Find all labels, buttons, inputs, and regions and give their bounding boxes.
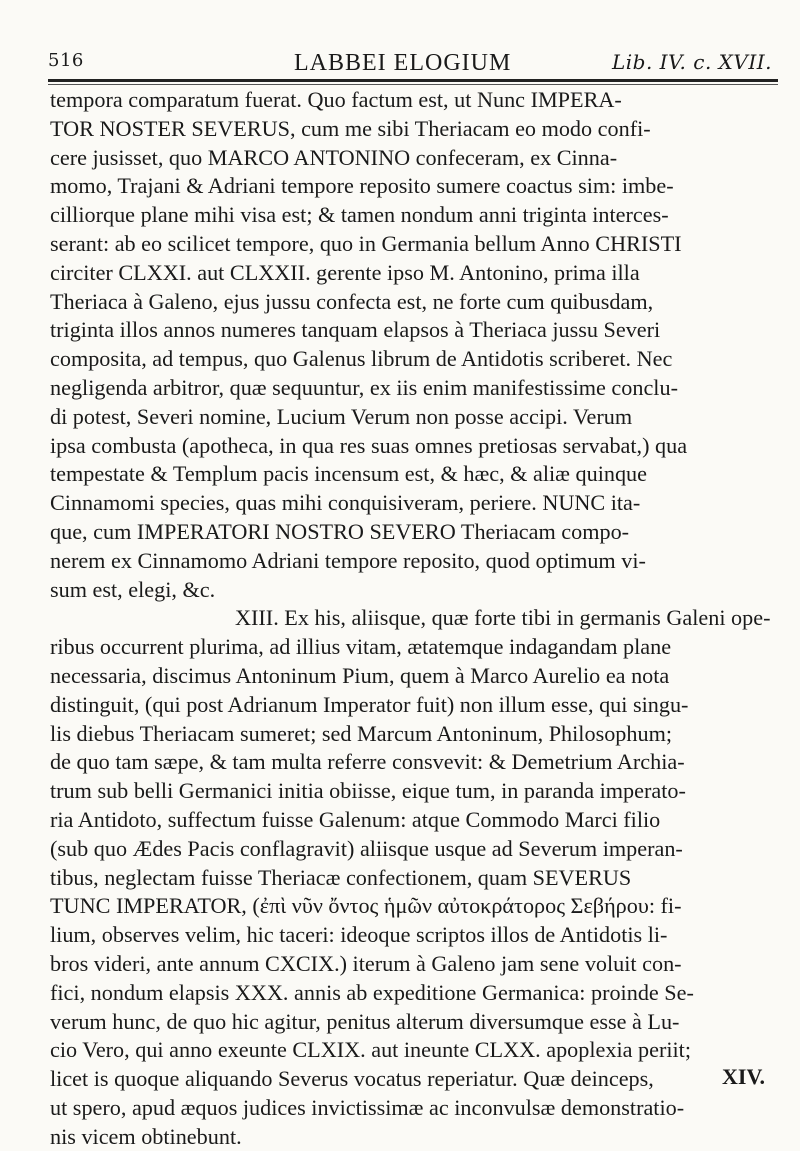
text-line: lium, observes velim, hic taceri: ideoque scriptos illos de Antidotis li- — [50, 922, 668, 948]
text-line: necessaria, discimus Antoninum Pium, quem à Marco Aurelio ea nota — [50, 662, 670, 688]
body-text — [50, 86, 778, 1151]
text-line: XIII. Ex his, aliisque, quæ forte tibi in germanis Galeni ope- — [235, 605, 771, 631]
header-rule-thin — [48, 84, 778, 85]
text-line: trum sub belli Germanici initia obiisse, eique tum, in paranda imperato- — [50, 778, 686, 804]
text-line: fici, nondum elapsis XXX. annis ab expeditione Germanica: proinde Se- — [50, 979, 694, 1005]
text-line: ribus occurrent plurima, ad illius vitam, ætatemque indagandam plane — [50, 634, 672, 660]
text-line: ria Antidoto, suffectum fuisse Galenum: atque Commodo Marci filio — [50, 806, 661, 832]
text-line: cilliorque plane mihi visa est; & tamen nondum anni triginta interces- — [50, 202, 669, 228]
text-line: licet is quoque aliquando Severus vocatus reperiatur. Quæ deinceps, — [50, 1066, 654, 1092]
text-line: que, cum IMPERATORI NOSTRO SEVERO Theriacam compo- — [50, 518, 630, 544]
page-number: 516 — [48, 50, 84, 71]
text-line: tempora comparatum fuerat. Quo factum est, ut Nunc IMPERA- — [50, 87, 622, 112]
text-line: nerem ex Cinnamomo Adriani tempore reposito, quod optimum vi- — [50, 547, 646, 573]
text-line: Theriaca à Galeno, ejus jussu confecta est, ne forte cum quibusdam, — [50, 288, 654, 314]
section-reference: Lib. IV. c. XVII. — [611, 50, 772, 74]
text-line: di potest, Severi nomine, Lucium Verum non posse accipi. Verum — [50, 403, 633, 429]
text-line: tibus, neglectam fuisse Theriacæ confectionem, quam SEVERUS — [50, 864, 632, 890]
text-line: cio Vero, qui anno exeunte CLXIX. aut ineunte CLXX. apoplexia periit; — [50, 1037, 692, 1063]
text-line: lis diebus Theriacam sumeret; sed Marcum Antoninum, Philosophum; — [50, 720, 672, 746]
running-header — [48, 50, 780, 80]
text-line: ut spero, apud æquos judices invictissimæ ac inconvulsæ demonstratio- — [50, 1094, 685, 1120]
header-rule — [48, 79, 778, 82]
text-line: tempestate & Templum pacis incensum est, & hæc, & aliæ quinque — [50, 461, 647, 487]
text-line: de quo tam sæpe, & tam multa referre consvevit: & Demetrium Archia- — [50, 749, 685, 775]
text-line: (sub quo Ædes Pacis conflagravit) aliisque usque ad Severum imperan- — [50, 835, 683, 861]
text-line: distinguit, (qui post Adrianum Imperator fuit) non illum esse, qui singu- — [50, 691, 689, 717]
text-line: cere jusisset, quo MARCO ANTONINO confeceram, ex Cinna- — [50, 144, 618, 170]
text-line: serant: ab eo scilicet tempore, quo in Germania bellum Anno CHRISTI — [50, 230, 682, 256]
text-line: negligenda arbitror, quæ sequuntur, ex iis enim manifestissime conclu- — [50, 374, 678, 400]
text-line: nis vicem obtinebunt. — [50, 1123, 242, 1149]
text-line: TUNC IMPERATOR, (ἐπὶ νῦν ὄντος ἡμῶν αὐτοκράτορος Σεβήρου: fi- — [50, 893, 682, 919]
text-line: ipsa combusta (apotheca, in qua res suas omnes pretiosas servabat,) qua — [50, 432, 688, 458]
running-title: LABBEI ELOGIUM — [294, 50, 512, 76]
text-line: TOR NOSTER SEVERUS, cum me sibi Theriacam eo modo confi- — [50, 115, 651, 141]
catchword: XIV. — [722, 1064, 766, 1089]
text-line: momo, Trajani & Adriani tempore reposito sumere coactus sim: imbe- — [50, 173, 674, 199]
text-line: composita, ad tempus, quo Galenus librum de Antidotis scriberet. Nec — [50, 346, 673, 372]
text-line: triginta illos annos numeres tanquam elapsos à Theriaca jussu Severi — [50, 317, 661, 343]
text-line: bros videri, ante annum CXCIX.) iterum à Galeno jam sene voluit con- — [50, 950, 682, 976]
text-line: circiter CLXXI. aut CLXXII. gerente ipso M. Antonino, prima illa — [50, 259, 640, 285]
text-line: Cinnamomi species, quas mihi conquisiveram, periere. NUNC ita- — [50, 490, 641, 516]
text-line: sum est, elegi, &c. — [50, 576, 216, 602]
text-line: verum hunc, de quo hic agitur, penitus alterum diversumque esse à Lu- — [50, 1008, 680, 1034]
